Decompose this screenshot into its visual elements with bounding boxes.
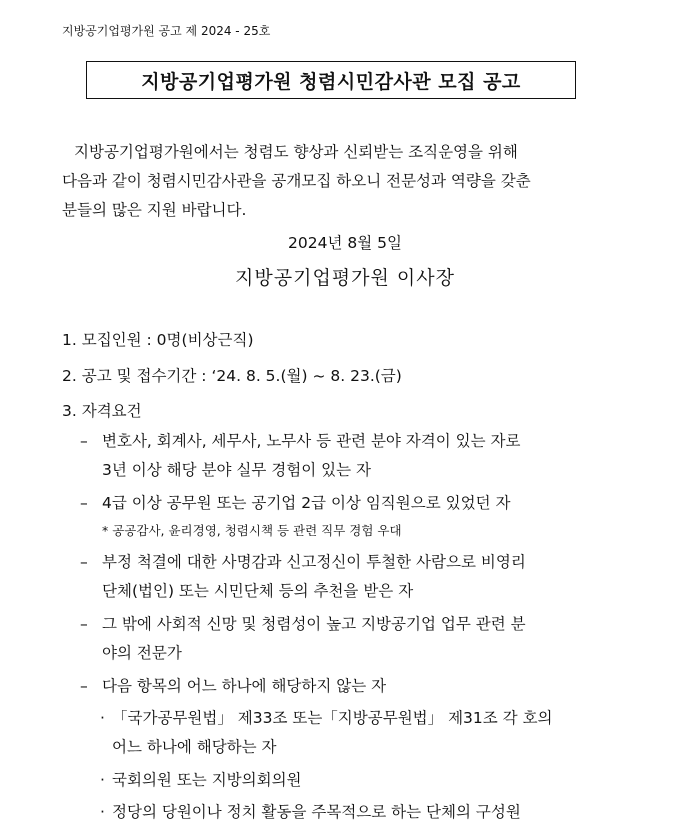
announcement-date: 2024년 8월 5일 — [288, 234, 402, 252]
preference-note: * 공공감사, 윤리경영, 청렴시책 등 관련 직무 경험 우대 — [102, 523, 402, 538]
disqualification-item — [100, 798, 628, 827]
requirement-item — [80, 672, 628, 701]
dash-bullet: – — [80, 615, 88, 633]
page-title-text: 지방공기업평가원 청렴시민감사관 모집 공고 — [141, 70, 521, 93]
requirement-line: 그 밖에 사회적 신망 및 청렴성이 높고 지방공기업 업무 관련 분 — [102, 615, 526, 633]
requirement-item — [80, 548, 628, 606]
requirement-item — [80, 610, 628, 668]
requirement-line: 다음 항목의 어느 하나에 해당하지 않는 자 — [102, 677, 387, 695]
section-qualifications: 3. 자격요건 — [62, 402, 142, 420]
requirement-line: 변호사, 회계사, 세무사, 노무사 등 관련 분야 자격이 있는 자로 — [102, 432, 521, 450]
requirement-line: 부정 척결에 대한 사명감과 신고정신이 투철한 사람으로 비영리 — [102, 553, 526, 571]
disqualification-item — [100, 766, 628, 795]
dash-bullet: – — [80, 677, 88, 695]
dot-bullet: · — [100, 803, 105, 821]
dot-bullet: · — [100, 771, 105, 789]
requirement-line: 4급 이상 공무원 또는 공기업 2급 이상 임직원으로 있었던 자 — [102, 494, 511, 512]
requirement-line: 3년 이상 해당 분야 실무 경험이 있는 자 — [102, 461, 371, 479]
intro-line-3: 분들의 많은 지원 바랍니다. — [62, 201, 247, 219]
disqualification-line: 국회의원 또는 지방의회의원 — [112, 771, 302, 789]
section-recruitment-count: 1. 모집인원 : 0명(비상근직) — [62, 331, 254, 349]
requirement-item — [80, 489, 628, 518]
intro-line-1: 지방공기업평가원에서는 청렴도 향상과 신뢰받는 조직운영을 위해 — [74, 143, 518, 161]
requirement-line: 단체(법인) 또는 시민단체 등의 추천을 받은 자 — [102, 582, 414, 600]
dash-bullet: – — [80, 553, 88, 571]
intro-line-2: 다음과 같이 청렴시민감사관을 공개모집 하오니 전문성과 역량을 갖춘 — [62, 172, 531, 190]
disqualification-line: 정당의 당원이나 정치 활동을 주목적으로 하는 단체의 구성원 — [112, 803, 521, 821]
page-title — [86, 61, 576, 99]
disqualification-item — [100, 704, 628, 762]
requirement-line: 야의 전문가 — [102, 644, 182, 662]
disqualification-line: 「국가공무원법」 제33조 또는「지방공무원법」 제31조 각 호의 — [112, 709, 553, 727]
issuer-signature: 지방공기업평가원 이사장 — [235, 267, 455, 289]
dash-bullet: – — [80, 494, 88, 512]
dot-bullet: · — [100, 709, 105, 727]
notice-number: 지방공기업평가원 공고 제 2024 - 25호 — [62, 24, 271, 38]
intro-paragraph — [62, 138, 628, 225]
section-application-period: 2. 공고 및 접수기간 : ‘24. 8. 5.(월) ~ 8. 23.(금) — [62, 367, 402, 385]
requirement-item — [80, 427, 628, 485]
disqualification-line: 어느 하나에 해당하는 자 — [112, 738, 277, 756]
dash-bullet: – — [80, 432, 88, 450]
